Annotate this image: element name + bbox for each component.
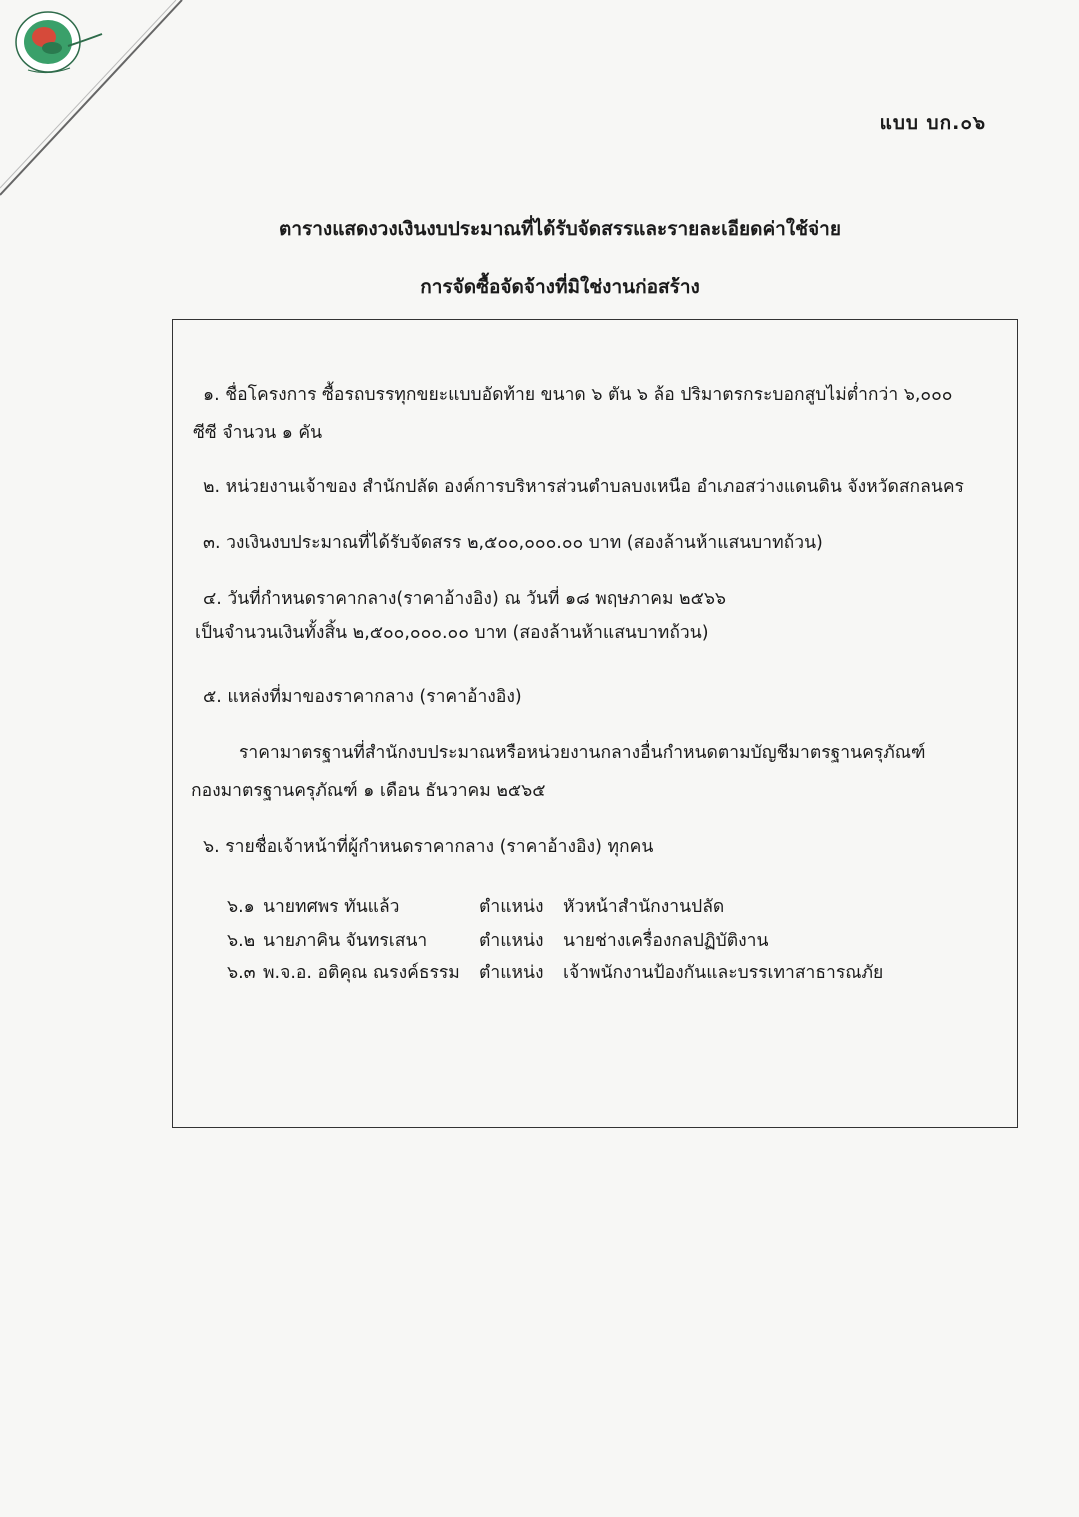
official-name: นายทศพร ทันแล้ว (263, 897, 400, 917)
form-code: แบบ บก.๐๖ (879, 112, 986, 134)
item-5-body-line-1: ราคามาตรฐานที่สำนักงบประมาณหรือหน่วยงานกลางอื่นกำหนดตามบัญชีมาตรฐานครุภัณฑ์ (239, 743, 926, 763)
document-subtitle: การจัดซื้อจัดจ้างที่มิใช่งานก่อสร้าง (420, 276, 700, 298)
official-position: หัวหน้าสำนักงานปลัด (563, 897, 725, 917)
official-number: ๖.๓ (227, 963, 256, 983)
official-position-label: ตำแหน่ง (479, 963, 544, 983)
item-4-line-2: เป็นจำนวนเงินทั้งสิ้น ๒,๕๐๐,๐๐๐.๐๐ บาท (สองล้านห้าแสนบาทถ้วน) (195, 623, 709, 643)
official-number: ๖.๑ (227, 897, 255, 917)
item-4-line-1: ๔. วันที่กำหนดราคากลาง(ราคาอ้างอิง) ณ วันที่ ๑๘ พฤษภาคม ๒๕๖๖ (203, 589, 727, 609)
organization-seal-icon (8, 4, 106, 76)
official-number: ๖.๒ (227, 931, 256, 951)
official-position-label: ตำแหน่ง (479, 931, 544, 951)
official-name: พ.จ.อ. อติคุณ ณรงค์ธรรม (263, 963, 460, 983)
item-5-title: ๕. แหล่งที่มาของราคากลาง (ราคาอ้างอิง) (203, 687, 522, 707)
item-1-line-2: ซีซี จำนวน ๑ คัน (193, 423, 323, 443)
document-title: ตารางแสดงวงเงินงบประมาณที่ได้รับจัดสรรและรายละเอียดค่าใช้จ่าย (279, 218, 841, 240)
official-position: เจ้าพนักงานป้องกันและบรรเทาสาธารณภัย (563, 963, 884, 983)
official-position-label: ตำแหน่ง (479, 897, 544, 917)
item-6-title: ๖. รายชื่อเจ้าหน้าที่ผู้กำหนดราคากลาง (ราคาอ้างอิง) ทุกคน (203, 837, 654, 857)
item-2: ๒. หน่วยงานเจ้าของ สำนักปลัด องค์การบริหารส่วนตำบลบงเหนือ อำเภอสว่างแดนดิน จังหวัดสกลนคร (203, 477, 964, 497)
official-position: นายช่างเครื่องกลปฏิบัติงาน (563, 931, 769, 951)
official-name: นายภาคิน จันทรเสนา (263, 931, 428, 951)
item-5-body-line-2: กองมาตรฐานครุภัณฑ์ ๑ เดือน ธันวาคม ๒๕๖๕ (191, 781, 546, 801)
details-box (172, 319, 1018, 1128)
item-1-line-1: ๑. ชื่อโครงการ ซื้อรถบรรทุกขยะแบบอัดท้าย ขนาด ๖ ตัน ๖ ล้อ ปริมาตรกระบอกสูบไม่ต่ำกว่า ๖,๐๐๐ (203, 385, 953, 405)
item-3: ๓. วงเงินงบประมาณที่ได้รับจัดสรร ๒,๕๐๐,๐๐๐.๐๐ บาท (สองล้านห้าแสนบาทถ้วน) (203, 533, 823, 553)
